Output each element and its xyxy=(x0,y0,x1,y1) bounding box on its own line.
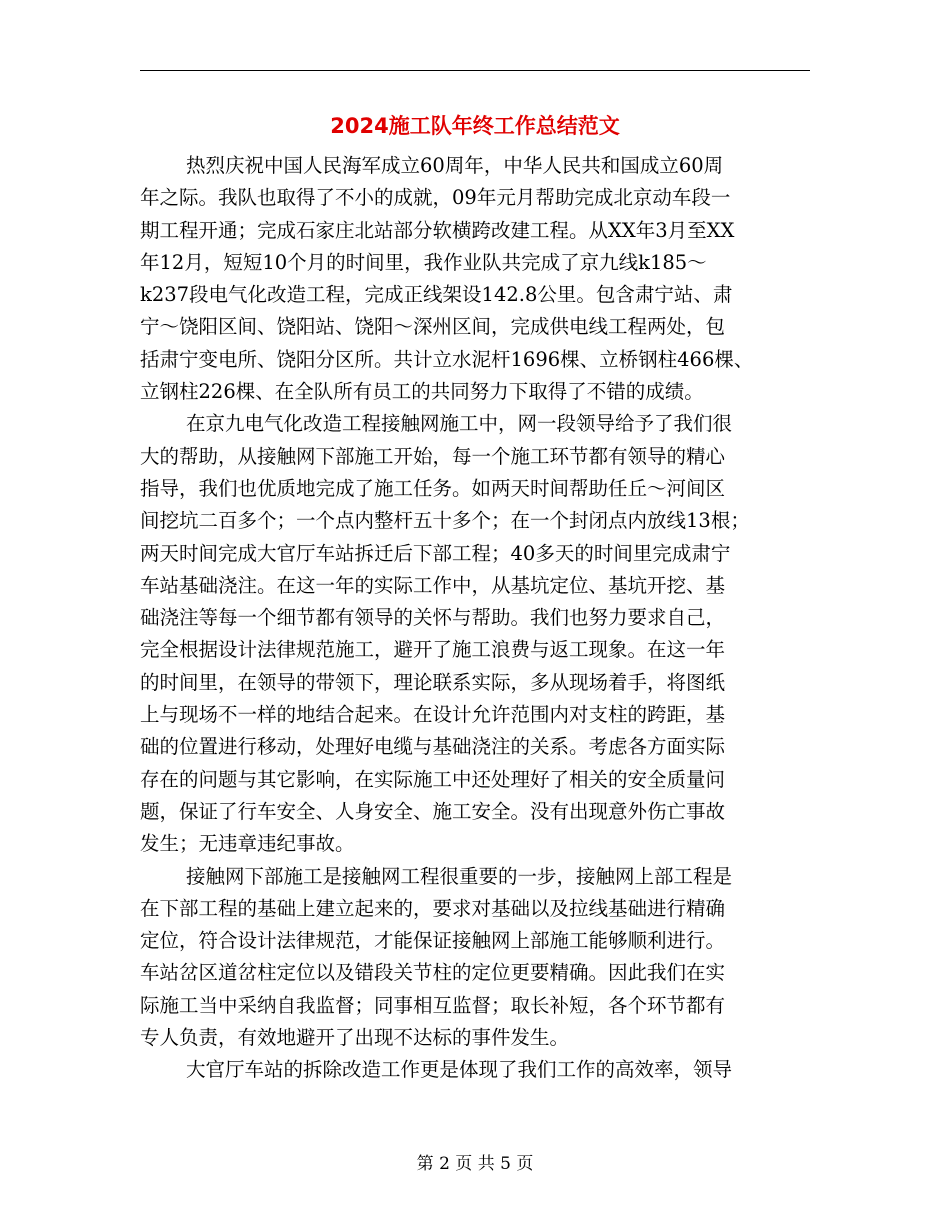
text-line: 年12月，短短10个月的时间里，我作业队共完成了京九线k185～ xyxy=(140,250,707,274)
text-line: 间挖坑二百多个；一个点内整杆五十多个；在一个封闭点内放线13根； xyxy=(140,509,750,533)
text-line: 上与现场不一样的地结合起来。在设计允许范围内对支柱的跨距，基 xyxy=(140,703,726,727)
text-line: 年之际。我队也取得了不小的成就，09年元月帮助完成北京动车段一 xyxy=(140,186,731,210)
text-line: 专人负责，有效地避开了出现不达标的事件发生。 xyxy=(140,1026,570,1050)
text-line: 定位，符合设计法律规范，才能保证接触网上部施工能够顺利进行。 xyxy=(140,929,726,953)
text-line: 发生；无违章违纪事故。 xyxy=(140,832,355,856)
text-line: 大的帮助，从接触网下部施工开始，每一个施工环节都有领导的精心 xyxy=(140,444,726,468)
text-line: 存在的问题与其它影响，在实际施工中还处理好了相关的安全质量问 xyxy=(140,767,726,791)
text-line: 期工程开通；完成石家庄北站部分软横跨改建工程。从XX年3月至XX xyxy=(140,218,735,242)
text-line: 车站基础浇注。在这一年的实际工作中，从基坑定位、基坑开挖、基 xyxy=(140,573,726,597)
text-line: 完全根据设计法律规范施工，避开了施工浪费与返工现象。在这一年 xyxy=(140,638,726,662)
text-line: 指导，我们也优质地完成了施工任务。如两天时间帮助任丘～河间区 xyxy=(140,476,726,500)
page-footer: 第 2 页 共 5 页 xyxy=(416,1154,534,1174)
text-line: 两天时间完成大官厅车站拆迁后下部工程；40多天的时间里完成肃宁 xyxy=(140,541,731,565)
text-line: 础浇注等每一个细节都有领导的关怀与帮助。我们也努力要求自己， xyxy=(140,606,726,630)
text-line: 宁～饶阳区间、饶阳站、饶阳～深州区间，完成供电线工程两处，包 xyxy=(140,315,726,339)
text-line: k237段电气化改造工程，完成正线架设142.8公里。包含肃宁站、肃 xyxy=(140,283,733,307)
text-line: 热烈庆祝中国人民海军成立60周年，中华人民共和国成立60周 xyxy=(186,154,724,177)
text-line: 际施工当中采纳自我监督；同事相互监督；取长补短，各个环节都有 xyxy=(140,993,726,1017)
text-line: 题，保证了行车安全、人身安全、施工安全。没有出现意外伤亡事故 xyxy=(140,799,726,823)
document-title: 2024施工队年终工作总结范文 xyxy=(330,114,620,138)
text-line: 在下部工程的基础上建立起来的，要求对基础以及拉线基础进行精确 xyxy=(140,896,726,920)
text-line: 大官厅车站的拆除改造工作更是体现了我们工作的高效率，领导 xyxy=(186,1058,733,1082)
text-line: 的时间里，在领导的带领下，理论联系实际，多从现场着手，将图纸 xyxy=(140,670,726,694)
text-line: 接触网下部施工是接触网工程很重要的一步，接触网上部工程是 xyxy=(186,864,733,888)
text-line: 础的位置进行移动，处理好电缆与基础浇注的关系。考虑各方面实际 xyxy=(140,735,726,759)
text-line: 立钢柱226棵、在全队所有员工的共同努力下取得了不错的成绩。 xyxy=(140,380,704,404)
text-line: 在京九电气化改造工程接触网施工中，网一段领导给予了我们很 xyxy=(186,412,733,436)
text-line: 括肃宁变电所、饶阳分区所。共计立水泥杆1696棵、立桥钢柱466棵、 xyxy=(140,347,754,371)
header-rule xyxy=(140,70,810,71)
document-body xyxy=(140,150,810,1087)
text-line: 车站岔区道岔柱定位以及错段关节柱的定位更要精确。因此我们在实 xyxy=(140,961,726,985)
